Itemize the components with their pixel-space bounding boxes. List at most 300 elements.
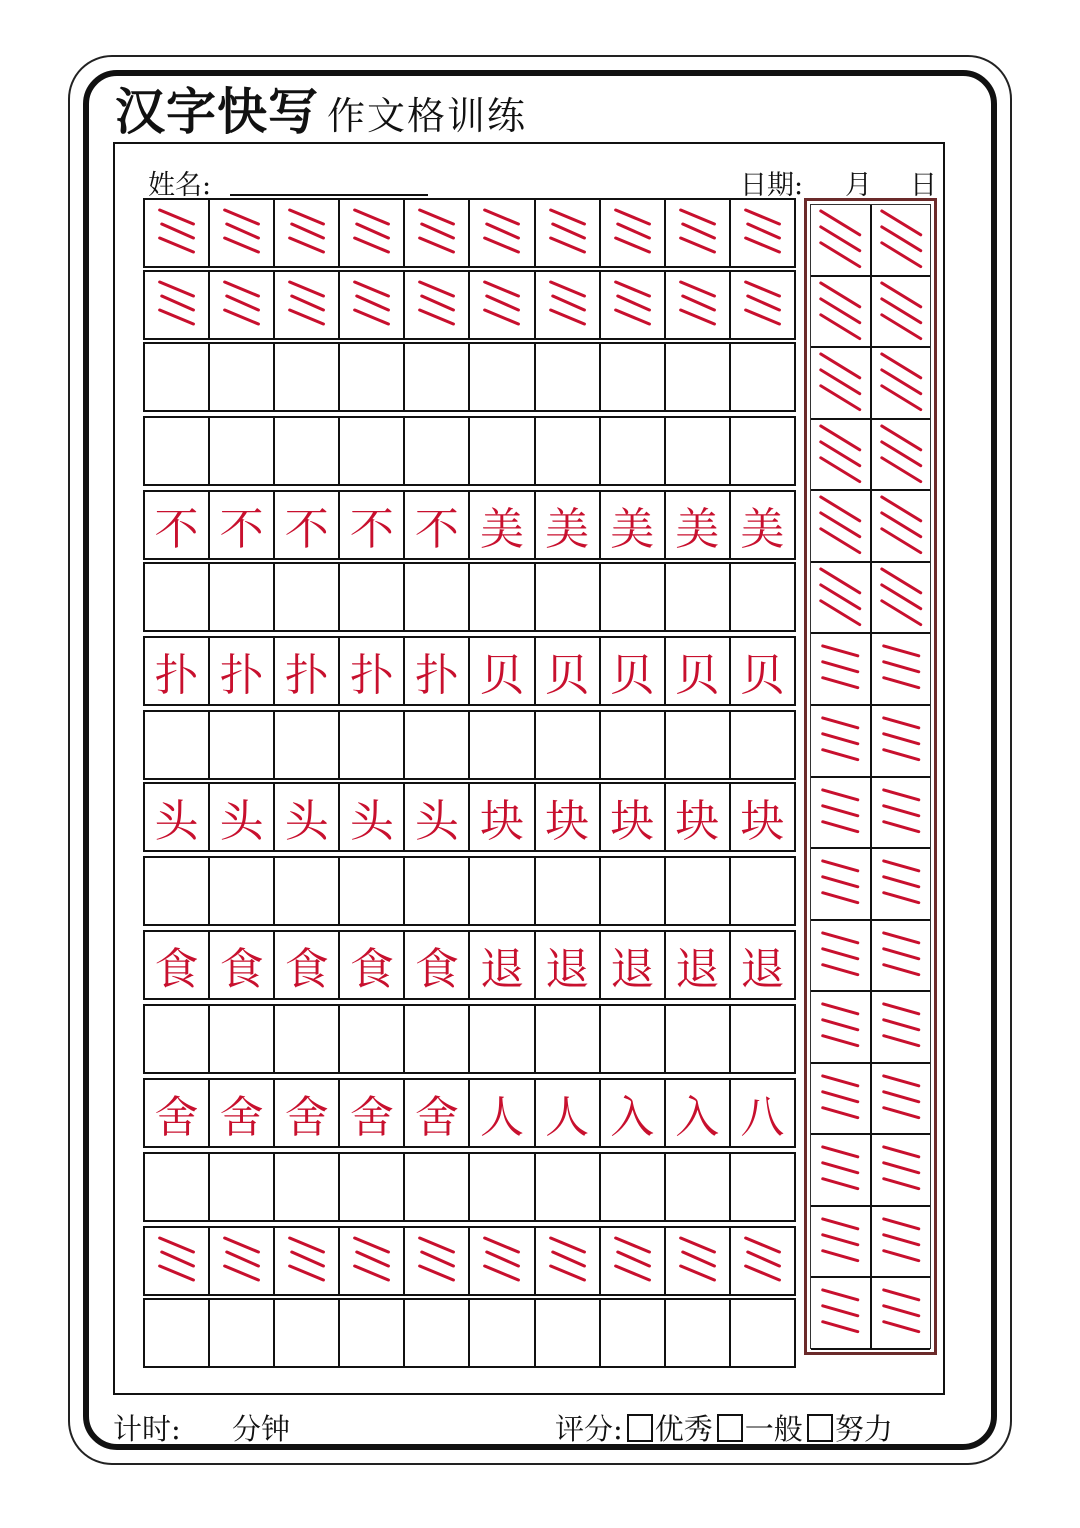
grid-cell (664, 200, 729, 266)
grid-cell: 块 (664, 784, 729, 850)
grid-row (143, 1152, 796, 1222)
side-cell (811, 1278, 872, 1348)
side-row (811, 778, 930, 850)
grid-cell[interactable] (143, 344, 208, 410)
stroke-practice-icon (601, 272, 664, 338)
grid-cell: 贝 (468, 638, 533, 704)
timer-label: 计时: (113, 1412, 181, 1446)
grid-cell (664, 1228, 729, 1294)
score-label: 评分: (555, 1412, 623, 1446)
grid-cell[interactable] (208, 1300, 273, 1366)
stroke-practice-icon (275, 200, 338, 266)
side-cell (872, 420, 931, 490)
stroke-practice-icon (811, 277, 870, 347)
side-row (811, 1064, 930, 1136)
grid-row (143, 490, 796, 560)
grid-cell[interactable] (403, 344, 468, 410)
stroke-practice-icon (470, 1228, 533, 1294)
grid-cell (273, 272, 338, 338)
grid-cell: 贝 (729, 638, 796, 704)
grid-cell (208, 272, 273, 338)
grid-cell[interactable] (403, 1300, 468, 1366)
grid-cell[interactable] (468, 1006, 533, 1072)
side-cell (872, 1064, 931, 1134)
grid-cell[interactable] (338, 1300, 403, 1366)
grid-cell[interactable] (338, 1154, 403, 1220)
side-row (811, 277, 930, 349)
title-main: 汉字快写 (115, 83, 319, 141)
grid-cell: 头 (208, 784, 273, 850)
grid-cell[interactable] (664, 712, 729, 778)
grid-cell: 退 (664, 932, 729, 998)
grid-cell[interactable] (729, 1154, 796, 1220)
grid-cell[interactable] (338, 712, 403, 778)
grid-cell[interactable] (729, 564, 796, 630)
grid-row (143, 342, 796, 412)
grid-cell: 头 (273, 784, 338, 850)
grid-cell (599, 1228, 664, 1294)
side-cell (811, 563, 872, 633)
checkbox-icon[interactable] (807, 1414, 833, 1442)
side-cell (811, 1207, 872, 1277)
grid-cell: 块 (729, 784, 796, 850)
grid-cell: 头 (338, 784, 403, 850)
grid-cell: 食 (208, 932, 273, 998)
grid-cell[interactable] (599, 418, 664, 484)
stroke-practice-icon (872, 992, 931, 1062)
stroke-practice-icon (872, 1207, 931, 1277)
grid-cell: 舍 (143, 1080, 208, 1146)
grid-cell[interactable] (468, 712, 533, 778)
grid-cell[interactable] (534, 712, 599, 778)
grid-cell[interactable] (534, 1300, 599, 1366)
grid-cell: 块 (599, 784, 664, 850)
stroke-practice-icon (811, 491, 870, 561)
stroke-practice-icon (872, 491, 931, 561)
grid-row (143, 198, 796, 268)
stroke-practice-icon (145, 272, 208, 338)
stroke-practice-icon (811, 348, 870, 418)
grid-cell[interactable] (273, 1300, 338, 1366)
grid-cell[interactable] (599, 1300, 664, 1366)
stroke-practice-icon (275, 1228, 338, 1294)
grid-cell (208, 200, 273, 266)
side-cell (811, 849, 872, 919)
grid-cell[interactable] (273, 712, 338, 778)
side-cell (872, 205, 931, 275)
grid-cell (143, 272, 208, 338)
stroke-practice-icon (666, 272, 729, 338)
grid-cell (208, 1228, 273, 1294)
grid-cell[interactable] (143, 1006, 208, 1072)
grid-cell: 入 (664, 1080, 729, 1146)
grid-cell[interactable] (729, 1300, 796, 1366)
grid-cell: 扑 (273, 638, 338, 704)
stroke-practice-icon (811, 205, 870, 275)
grid-cell: 美 (534, 492, 599, 558)
side-cell (872, 1135, 931, 1205)
stroke-practice-icon (601, 200, 664, 266)
side-stroke-grid (804, 198, 937, 1355)
side-row (811, 205, 930, 277)
grid-cell[interactable] (468, 858, 533, 924)
grid-cell[interactable] (403, 858, 468, 924)
title-sub: 作文格训练 (327, 94, 528, 138)
side-row (811, 563, 930, 635)
grid-cell: 美 (664, 492, 729, 558)
grid-cell[interactable] (599, 1154, 664, 1220)
grid-row (143, 710, 796, 780)
stroke-practice-icon (872, 921, 931, 991)
grid-cell: 舍 (273, 1080, 338, 1146)
grid-cell (338, 200, 403, 266)
stroke-practice-icon (872, 348, 931, 418)
grid-cell: 人 (468, 1080, 533, 1146)
grid-cell (403, 1228, 468, 1294)
grid-cell: 不 (143, 492, 208, 558)
grid-cell[interactable] (468, 418, 533, 484)
grid-cell (599, 272, 664, 338)
grid-cell[interactable] (729, 1006, 796, 1072)
page-title (115, 80, 527, 144)
grid-row (143, 562, 796, 632)
grid-cell[interactable] (468, 1300, 533, 1366)
stroke-practice-icon (470, 272, 533, 338)
grid-cell[interactable] (143, 564, 208, 630)
side-row (811, 849, 930, 921)
grid-cell[interactable] (664, 564, 729, 630)
grid-cell (534, 1228, 599, 1294)
grid-cell: 贝 (534, 638, 599, 704)
side-cell (811, 634, 872, 704)
grid-row (143, 270, 796, 340)
grid-cell: 美 (468, 492, 533, 558)
grid-cell[interactable] (143, 1300, 208, 1366)
grid-cell[interactable] (273, 858, 338, 924)
grid-cell[interactable] (599, 1006, 664, 1072)
stroke-practice-icon (811, 1278, 870, 1348)
grid-cell: 不 (273, 492, 338, 558)
stroke-practice-icon (872, 706, 931, 776)
stroke-practice-icon (731, 200, 794, 266)
checkbox-icon[interactable] (627, 1414, 653, 1442)
stroke-practice-icon (731, 272, 794, 338)
grid-cell[interactable] (208, 858, 273, 924)
checkbox-icon[interactable] (717, 1414, 743, 1442)
grid-cell: 退 (729, 932, 796, 998)
grid-cell[interactable] (468, 344, 533, 410)
grid-cell[interactable] (143, 418, 208, 484)
grid-cell[interactable] (403, 418, 468, 484)
stroke-practice-icon (666, 200, 729, 266)
stroke-practice-icon (811, 1135, 870, 1205)
stroke-practice-icon (811, 778, 870, 848)
side-cell (872, 778, 931, 848)
stroke-practice-icon (210, 200, 273, 266)
stroke-practice-icon (405, 272, 468, 338)
grid-cell[interactable] (468, 1154, 533, 1220)
grid-cell: 食 (143, 932, 208, 998)
side-cell (872, 921, 931, 991)
stroke-practice-icon (536, 272, 599, 338)
stroke-practice-icon (210, 1228, 273, 1294)
grid-cell[interactable] (534, 858, 599, 924)
side-cell (872, 491, 931, 561)
score-option-average: 一般 (744, 1412, 803, 1446)
grid-cell[interactable] (664, 418, 729, 484)
grid-cell: 不 (338, 492, 403, 558)
grid-cell[interactable] (729, 344, 796, 410)
grid-cell[interactable] (534, 1154, 599, 1220)
side-row (811, 420, 930, 492)
stroke-practice-icon (872, 205, 931, 275)
grid-cell: 头 (403, 784, 468, 850)
side-cell (811, 1064, 872, 1134)
score-option-effort: 努力 (834, 1412, 893, 1446)
grid-cell[interactable] (664, 1154, 729, 1220)
stroke-practice-icon (811, 706, 870, 776)
grid-cell[interactable] (534, 564, 599, 630)
side-cell (872, 992, 931, 1062)
stroke-practice-icon (811, 849, 870, 919)
grid-cell[interactable] (273, 1006, 338, 1072)
side-cell (811, 348, 872, 418)
grid-cell[interactable] (729, 858, 796, 924)
grid-cell[interactable] (599, 564, 664, 630)
side-cell (811, 277, 872, 347)
grid-cell: 扑 (403, 638, 468, 704)
grid-cell: 块 (534, 784, 599, 850)
side-cell (872, 348, 931, 418)
grid-cell (729, 1228, 796, 1294)
grid-cell[interactable] (403, 564, 468, 630)
grid-cell[interactable] (338, 1006, 403, 1072)
side-cell (872, 634, 931, 704)
grid-row (143, 1298, 796, 1368)
grid-cell[interactable] (208, 712, 273, 778)
grid-row (143, 1078, 796, 1148)
grid-row (143, 636, 796, 706)
grid-row (143, 930, 796, 1000)
grid-cell[interactable] (599, 712, 664, 778)
stroke-practice-icon (470, 200, 533, 266)
grid-cell: 贝 (664, 638, 729, 704)
grid-cell: 入 (599, 1080, 664, 1146)
grid-cell (273, 1228, 338, 1294)
grid-cell[interactable] (403, 712, 468, 778)
grid-cell: 食 (338, 932, 403, 998)
grid-cell[interactable] (729, 418, 796, 484)
grid-cell[interactable] (338, 858, 403, 924)
grid-cell (143, 200, 208, 266)
stroke-practice-icon (811, 563, 870, 633)
grid-cell (468, 200, 533, 266)
stroke-practice-icon (811, 992, 870, 1062)
grid-cell[interactable] (208, 564, 273, 630)
stroke-practice-icon (811, 921, 870, 991)
grid-cell: 舍 (403, 1080, 468, 1146)
name-label: 姓名: (148, 170, 212, 201)
side-cell (872, 849, 931, 919)
side-cell (872, 563, 931, 633)
stroke-practice-icon (145, 1228, 208, 1294)
grid-cell[interactable] (664, 858, 729, 924)
grid-cell: 不 (208, 492, 273, 558)
grid-cell[interactable] (403, 1006, 468, 1072)
score-section (555, 1407, 893, 1448)
grid-cell (468, 1228, 533, 1294)
grid-cell (143, 1228, 208, 1294)
stroke-practice-icon (666, 1228, 729, 1294)
stroke-practice-icon (872, 778, 931, 848)
stroke-practice-icon (145, 200, 208, 266)
side-row (811, 1278, 930, 1350)
stroke-practice-icon (275, 272, 338, 338)
grid-row (143, 856, 796, 926)
date-label: 日期: (740, 170, 804, 201)
stroke-practice-icon (536, 200, 599, 266)
grid-cell[interactable] (599, 858, 664, 924)
grid-cell (534, 200, 599, 266)
side-cell (811, 420, 872, 490)
grid-cell[interactable] (599, 344, 664, 410)
grid-cell[interactable] (208, 418, 273, 484)
name-field[interactable] (230, 194, 428, 196)
grid-cell[interactable] (468, 564, 533, 630)
side-cell (811, 205, 872, 275)
grid-cell: 扑 (338, 638, 403, 704)
stroke-practice-icon (872, 420, 931, 490)
grid-cell (534, 272, 599, 338)
grid-cell: 舍 (338, 1080, 403, 1146)
stroke-practice-icon (811, 1064, 870, 1134)
grid-cell[interactable] (143, 1154, 208, 1220)
grid-cell: 不 (403, 492, 468, 558)
grid-cell (273, 200, 338, 266)
grid-cell[interactable] (208, 1006, 273, 1072)
stroke-practice-icon (872, 1278, 931, 1348)
side-cell (811, 1135, 872, 1205)
stroke-practice-icon (340, 272, 403, 338)
side-row (811, 921, 930, 993)
score-option-excellent: 优秀 (654, 1412, 713, 1446)
grid-cell (599, 200, 664, 266)
grid-row (143, 1004, 796, 1074)
grid-cell: 块 (468, 784, 533, 850)
stroke-practice-icon (210, 272, 273, 338)
stroke-practice-icon (872, 563, 931, 633)
side-cell (811, 491, 872, 561)
grid-cell[interactable] (729, 712, 796, 778)
side-cell (872, 1207, 931, 1277)
grid-cell[interactable] (664, 1006, 729, 1072)
grid-cell: 食 (273, 932, 338, 998)
side-cell (872, 277, 931, 347)
side-row (811, 992, 930, 1064)
grid-cell[interactable] (143, 712, 208, 778)
grid-cell[interactable] (273, 564, 338, 630)
grid-cell[interactable] (208, 344, 273, 410)
stroke-practice-icon (872, 634, 931, 704)
stroke-practice-icon (872, 849, 931, 919)
grid-cell[interactable] (534, 1006, 599, 1072)
grid-cell (468, 272, 533, 338)
grid-cell[interactable] (534, 418, 599, 484)
side-row (811, 634, 930, 706)
side-cell (811, 706, 872, 776)
stroke-practice-icon (536, 1228, 599, 1294)
stroke-practice-icon (340, 1228, 403, 1294)
side-cell (811, 992, 872, 1062)
grid-cell (403, 200, 468, 266)
stroke-practice-icon (405, 1228, 468, 1294)
side-row (811, 491, 930, 563)
grid-row (143, 1226, 796, 1296)
grid-cell: 扑 (208, 638, 273, 704)
stroke-practice-icon (601, 1228, 664, 1294)
side-row (811, 348, 930, 420)
grid-cell: 八 (729, 1080, 796, 1146)
grid-cell (338, 272, 403, 338)
grid-cell[interactable] (664, 1300, 729, 1366)
side-cell (811, 778, 872, 848)
grid-cell: 美 (599, 492, 664, 558)
stroke-practice-icon (872, 277, 931, 347)
stroke-practice-icon (872, 1064, 931, 1134)
grid-cell: 贝 (599, 638, 664, 704)
grid-cell: 退 (468, 932, 533, 998)
grid-cell (403, 272, 468, 338)
stroke-practice-icon (731, 1228, 794, 1294)
stroke-practice-icon (811, 634, 870, 704)
grid-cell (729, 272, 796, 338)
day-label: 日 (910, 170, 937, 201)
grid-cell[interactable] (273, 418, 338, 484)
grid-cell: 退 (599, 932, 664, 998)
grid-cell[interactable] (338, 564, 403, 630)
stroke-practice-icon (405, 200, 468, 266)
grid-cell[interactable] (273, 1154, 338, 1220)
grid-cell: 头 (143, 784, 208, 850)
grid-cell: 美 (729, 492, 796, 558)
grid-cell[interactable] (534, 344, 599, 410)
side-row (811, 706, 930, 778)
grid-cell[interactable] (273, 344, 338, 410)
side-grid-inner (810, 204, 931, 1349)
grid-cell[interactable] (403, 1154, 468, 1220)
grid-cell: 退 (534, 932, 599, 998)
side-row (811, 1135, 930, 1207)
grid-cell (664, 272, 729, 338)
side-cell (872, 1278, 931, 1348)
side-cell (811, 921, 872, 991)
grid-cell[interactable] (664, 344, 729, 410)
grid-cell[interactable] (338, 418, 403, 484)
grid-cell: 扑 (143, 638, 208, 704)
grid-cell: 食 (403, 932, 468, 998)
side-cell (872, 706, 931, 776)
grid-cell: 舍 (208, 1080, 273, 1146)
stroke-practice-icon (872, 1135, 931, 1205)
grid-cell[interactable] (338, 344, 403, 410)
timer-unit: 分钟 (232, 1412, 291, 1446)
stroke-practice-icon (340, 200, 403, 266)
grid-cell (729, 200, 796, 266)
grid-row (143, 782, 796, 852)
grid-cell: 人 (534, 1080, 599, 1146)
grid-cell[interactable] (143, 858, 208, 924)
grid-cell[interactable] (208, 1154, 273, 1220)
